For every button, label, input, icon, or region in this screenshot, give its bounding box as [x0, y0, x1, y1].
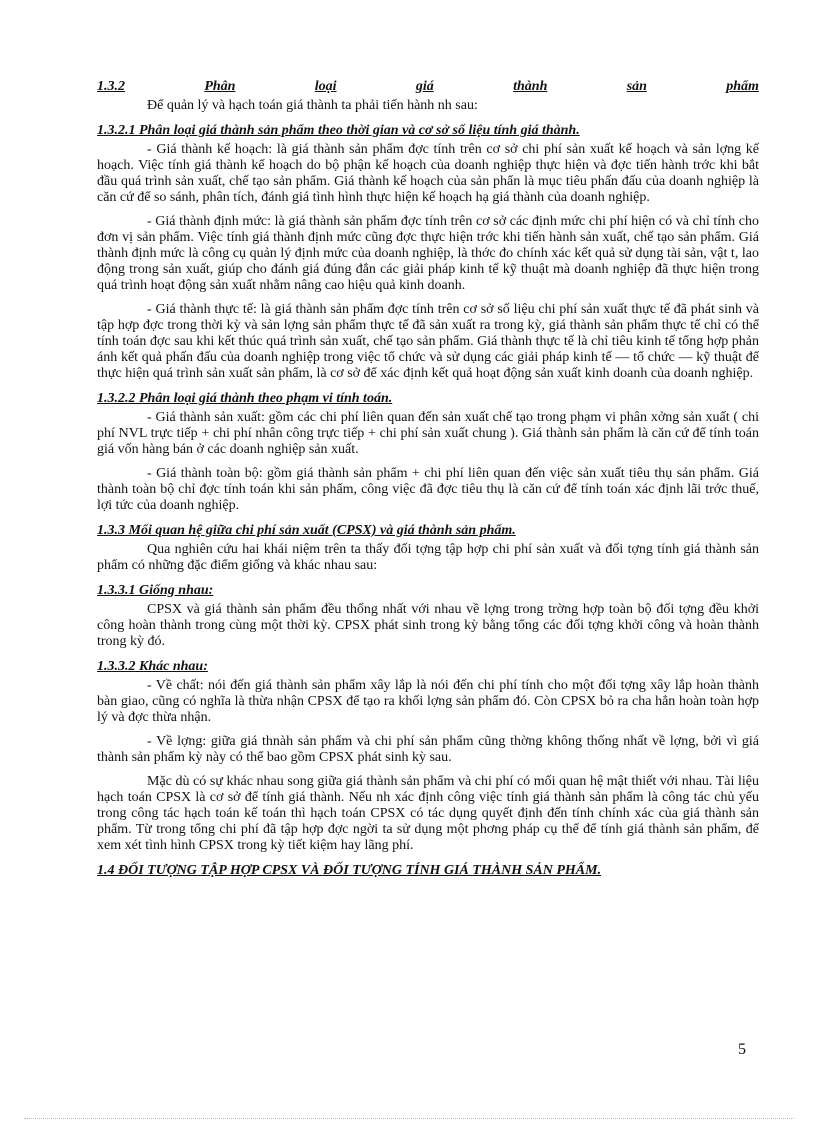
- section-heading-1-3-3: 1.3.3 Mối quan hệ giữa chi phí sản xuất (CPSX) và giá thành sản phẩm.: [97, 523, 516, 538]
- section-heading-1-3-2-1: 1.3.2.1 Phân loại giá thành sản phẩm theo thời gian và cơ sở số liệu tính giá thành.: [97, 123, 580, 138]
- section-heading-1-3-3-1: 1.3.3.1 Giống nhau:: [97, 583, 214, 598]
- page-number: 5: [738, 1041, 746, 1058]
- footer-divider: [24, 1118, 794, 1119]
- heading-word: giá: [415, 79, 434, 94]
- section-heading-1-3-2-2: 1.3.2.2 Phân loại giá thành theo phạm vi tính toán.: [97, 391, 393, 406]
- heading-word: thành: [513, 79, 548, 94]
- paragraph-ke-hoach: - Giá thành kế hoạch: là giá thành sản phẩm đợc tính trên cơ sở chi phí sản xuất kế hoạch và sản lợng kế hoạch. Việc tính giá thành kế hoạch do bộ phận kế hoạch của doanh nghiệp thực hiện và đợc tiến hành trớc khi bắt đầu quá trình sản xuất, chế tạo sản phẩm. Giá thành kế hoạch của sản phẩn là mục tiêu phấn đấu của doanh nghiệp là căn cứ để so sánh, phân tích, đánh giá tình hình thực hiện kế hoạch hạ giá thành của doanh nghiệp.: [97, 142, 759, 205]
- paragraph-ve-chat: - Về chất: nói đến giá thành sản phẩm xây lắp là nói đến chi phí tính cho một đối tợng xây lắp hoàn thành bàn giao, cũng có nghĩa là thừa nhận CPSX để tạo ra khối lợng sản phẩm đó. Còn CPSX bỏ ra cha hẳn hoàn toàn hợp lý và đợc thừa nhận.: [97, 678, 759, 725]
- heading-word: 1.3.2: [97, 79, 125, 94]
- paragraph-moi-quan-he: Qua nghiên cứu hai khái niệm trên ta thấy đối tợng tập hợp chi phí sản xuất và đối tợng tính giá thành sản phẩm có những đặc điểm giống và khác nhau sau:: [97, 542, 759, 573]
- paragraph-thuc-te: - Giá thành thực tế: là giá thành sản phẩm đợc tính trên cơ sở số liệu chi phí sản xuất thực tế đã phát sinh và tập hợp đợc trong thời kỳ và sản lợng sản phẩm thực tế đã sản xuất ra trong kỳ, giá thành sản phẩm thực tế chỉ có thể tính toán đợc sau khi kết thúc quá trình sản xuất, chế tạo sản phẩm. Giá thành thực tế là chỉ tiêu kinh tế tổng hợp phản ánh kết quả phấn đấu của doanh nghiệp trong việc tổ chức và sử dụng các giải pháp kinh tế — tổ chức — kỹ thuật để thực hiện quá trình sản xuất sản phẩm, là cơ sở để xác định kết quả hoạt động sản xuất kinh doanh của doanh nghiệp.: [97, 302, 759, 381]
- paragraph-mac-du: Mặc dù có sự khác nhau song giữa giá thành sản phẩm và chi phí có mối quan hệ mật thiết với nhau. Tài liệu hạch toán CPSX là cơ sở để tính giá thành. Nếu nh xác định công việc tính giá thành sản phẩm là công tác chủ yếu trong công tác hạch toán kế toán thì hạch toán CPSX có tác dụng quyết định đến tính chính xác của giá thành sản phẩm. Từ trong tổng chi phí đã tập hợp đợc ngời ta sử dụng một phơng pháp cụ thể để tính giá thành sản phẩm, để xem xét tình hình CPSX trong kỳ tiết kiệm hay lãng phí.: [97, 774, 759, 853]
- heading-word: sản: [626, 79, 647, 94]
- document-page: [97, 78, 759, 882]
- heading-word: Phân: [204, 79, 236, 94]
- paragraph-ve-luong: - Về lợng: giữa giá thnàh sản phẩm và chi phí sản phẩm cũng thờng không thống nhất về lợng, bởi vì giá thành sản phẩm kỳ này có thể bao gồm CPSX phát sinh kỳ sau.: [97, 734, 759, 765]
- paragraph-san-xuat: - Giá thành sản xuất: gồm các chi phí liên quan đến sản xuất chế tạo trong phạm vi phân xởng sản xuất ( chi phí NVL trực tiếp + chi phí nhân công trực tiếp + chi phí sản xuất chung ). Giá thành sản phẩm là căn cứ để tính toán giá vốn hàng bán ở các doanh nghiệp sản xuất.: [97, 410, 759, 457]
- section-heading-1-3-2: [97, 78, 759, 96]
- intro-paragraph: Để quản lý và hạch toán giá thành ta phải tiến hành nh sau:: [147, 98, 478, 113]
- paragraph-toan-bo: - Giá thành toàn bộ: gồm giá thành sản phẩm + chi phí liên quan đến việc sản xuất tiêu thụ sản phẩm. Giá thành toàn bộ chỉ đợc tính toán khi sản phẩm, công việc đã đợc tiêu thụ là căn cứ để tính toán xác định lãi trớc thuế, lợi tức của doanh nghiệp.: [97, 466, 759, 513]
- heading-word: loại: [314, 79, 337, 94]
- paragraph-dinh-muc: - Giá thành định mức: là giá thành sản phẩm đợc tính trên cơ sở các định mức chi phí hiện có và chỉ tính cho đơn vị sản phẩm. Việc tính giá thành định mức cũng đợc thực hiện trớc khi tiến hành sản xuất, chế tạo sản phẩm. Giá thành định mức là công cụ quản lý định mức của doanh nghiệp, là thớc đo chính xác kết quả sử dụng tài sản, vật t, lao động trong sản xuất, giúp cho đánh giá đúng đắn các giải pháp kinh tế kỹ thuật mà doanh nghiệp đã thực hiện trong quá trình hoạt động sản xuất nhằm nâng cao hiệu quả kinh doanh.: [97, 214, 759, 293]
- section-heading-1-4: 1.4 ĐỐI TƯỢNG TẬP HỢP CPSX VÀ ĐỐI TƯỢNG TÍNH GIÁ THÀNH SẢN PHẨM.: [97, 863, 602, 878]
- heading-word: phẩm: [726, 79, 759, 94]
- section-heading-1-3-3-2: 1.3.3.2 Khác nhau:: [97, 659, 208, 674]
- paragraph-giong-nhau: CPSX và giá thành sản phẩm đều thống nhất với nhau về lợng trong trờng hợp toàn bộ đối tợng đều khởi công hoàn thành trong cùng một thời kỳ. CPSX phát sinh trong kỳ bằng tổng các đối tợng khởi công và hoàn thành trong kỳ đó.: [97, 602, 759, 649]
